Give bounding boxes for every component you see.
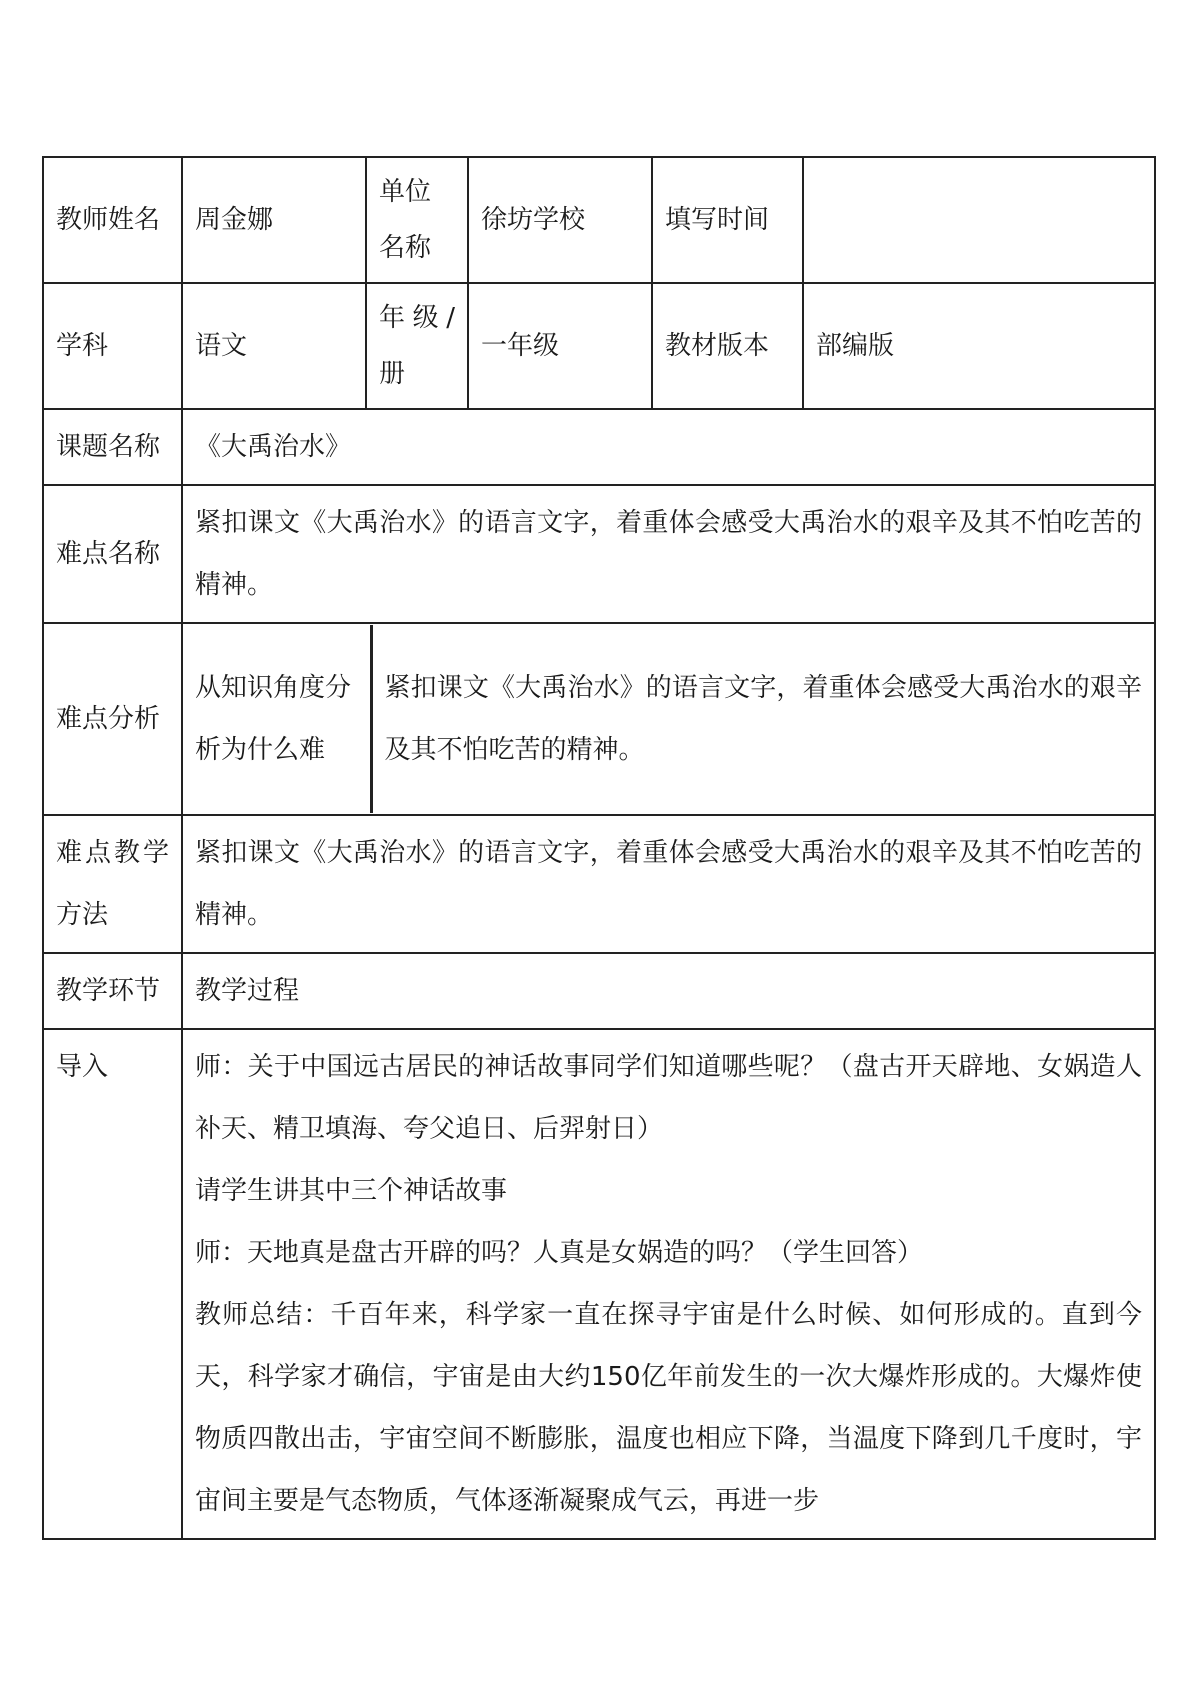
analysis-value: 紧扣课文《大禹治水》的语言文字，着重体会感受大禹治水的艰辛及其不怕吃苦的精神。 — [384, 673, 1142, 765]
method-label: 难点教学方法 — [43, 815, 182, 953]
intro-paragraph-1: 师：关于中国远古居民的神话故事同学们知道哪些呢？（盘古开天辟地、女娲造人补天、精卫填海、夸父追日、后羿射日） — [195, 1052, 1142, 1144]
table-row — [43, 623, 1155, 815]
topic-value: 《大禹治水》 — [182, 409, 1155, 485]
topic-label: 课题名称 — [43, 409, 182, 485]
fill-time-label: 填写时间 — [652, 157, 803, 283]
table-row — [43, 409, 1155, 485]
textbook-label: 教材版本 — [652, 283, 803, 409]
subject-label: 学科 — [43, 283, 182, 409]
intro-paragraph-3: 师：天地真是盘古开辟的吗？人真是女娲造的吗？（学生回答） — [195, 1238, 924, 1268]
analysis-sub-label: 从知识角度分析为什么难 — [183, 625, 371, 813]
difficulty-label: 难点名称 — [43, 485, 182, 623]
stage-header-label: 教学环节 — [43, 953, 182, 1029]
grade-label: 年级/册 — [366, 283, 468, 409]
table-row — [43, 283, 1155, 409]
difficulty-value: 紧扣课文《大禹治水》的语言文字，着重体会感受大禹治水的艰辛及其不怕吃苦的精神。 — [182, 485, 1155, 623]
table-row — [43, 1029, 1155, 1539]
subject-value: 语文 — [182, 283, 366, 409]
unit-name-label: 单位名称 — [366, 157, 468, 283]
teacher-name-value: 周金娜 — [182, 157, 366, 283]
intro-stage: 导入 — [43, 1029, 182, 1539]
analysis-subtable — [183, 625, 1154, 813]
analysis-label: 难点分析 — [43, 623, 182, 815]
intro-content — [182, 1029, 1155, 1539]
table-row — [43, 953, 1155, 1029]
table-row — [43, 157, 1155, 283]
table-row — [43, 815, 1155, 953]
process-header-label: 教学过程 — [182, 953, 1155, 1029]
table-row — [43, 485, 1155, 623]
fill-time-value — [803, 157, 1155, 283]
intro-paragraph-4: 教师总结：千百年来，科学家一直在探寻宇宙是什么时候、如何形成的。直到今天，科学家才确信，宇宙是由大约150亿年前发生的一次大爆炸形成的。大爆炸使物质四散出击，宇宙空间不断膨胀，温度也相应下降，当温度下降到几千度时，宇宙间主要是气态物质，气体逐渐凝聚成气云，再进一步 — [195, 1300, 1142, 1516]
teacher-name-label: 教师姓名 — [43, 157, 182, 283]
intro-paragraph-2: 请学生讲其中三个神话故事 — [195, 1176, 508, 1206]
unit-name-value: 徐坊学校 — [468, 157, 652, 283]
textbook-value: 部编版 — [803, 283, 1155, 409]
grade-value: 一年级 — [468, 283, 652, 409]
analysis-cell — [182, 623, 1155, 815]
lesson-plan-table — [42, 156, 1156, 1540]
method-value: 紧扣课文《大禹治水》的语言文字，着重体会感受大禹治水的艰辛及其不怕吃苦的精神。 — [182, 815, 1155, 953]
